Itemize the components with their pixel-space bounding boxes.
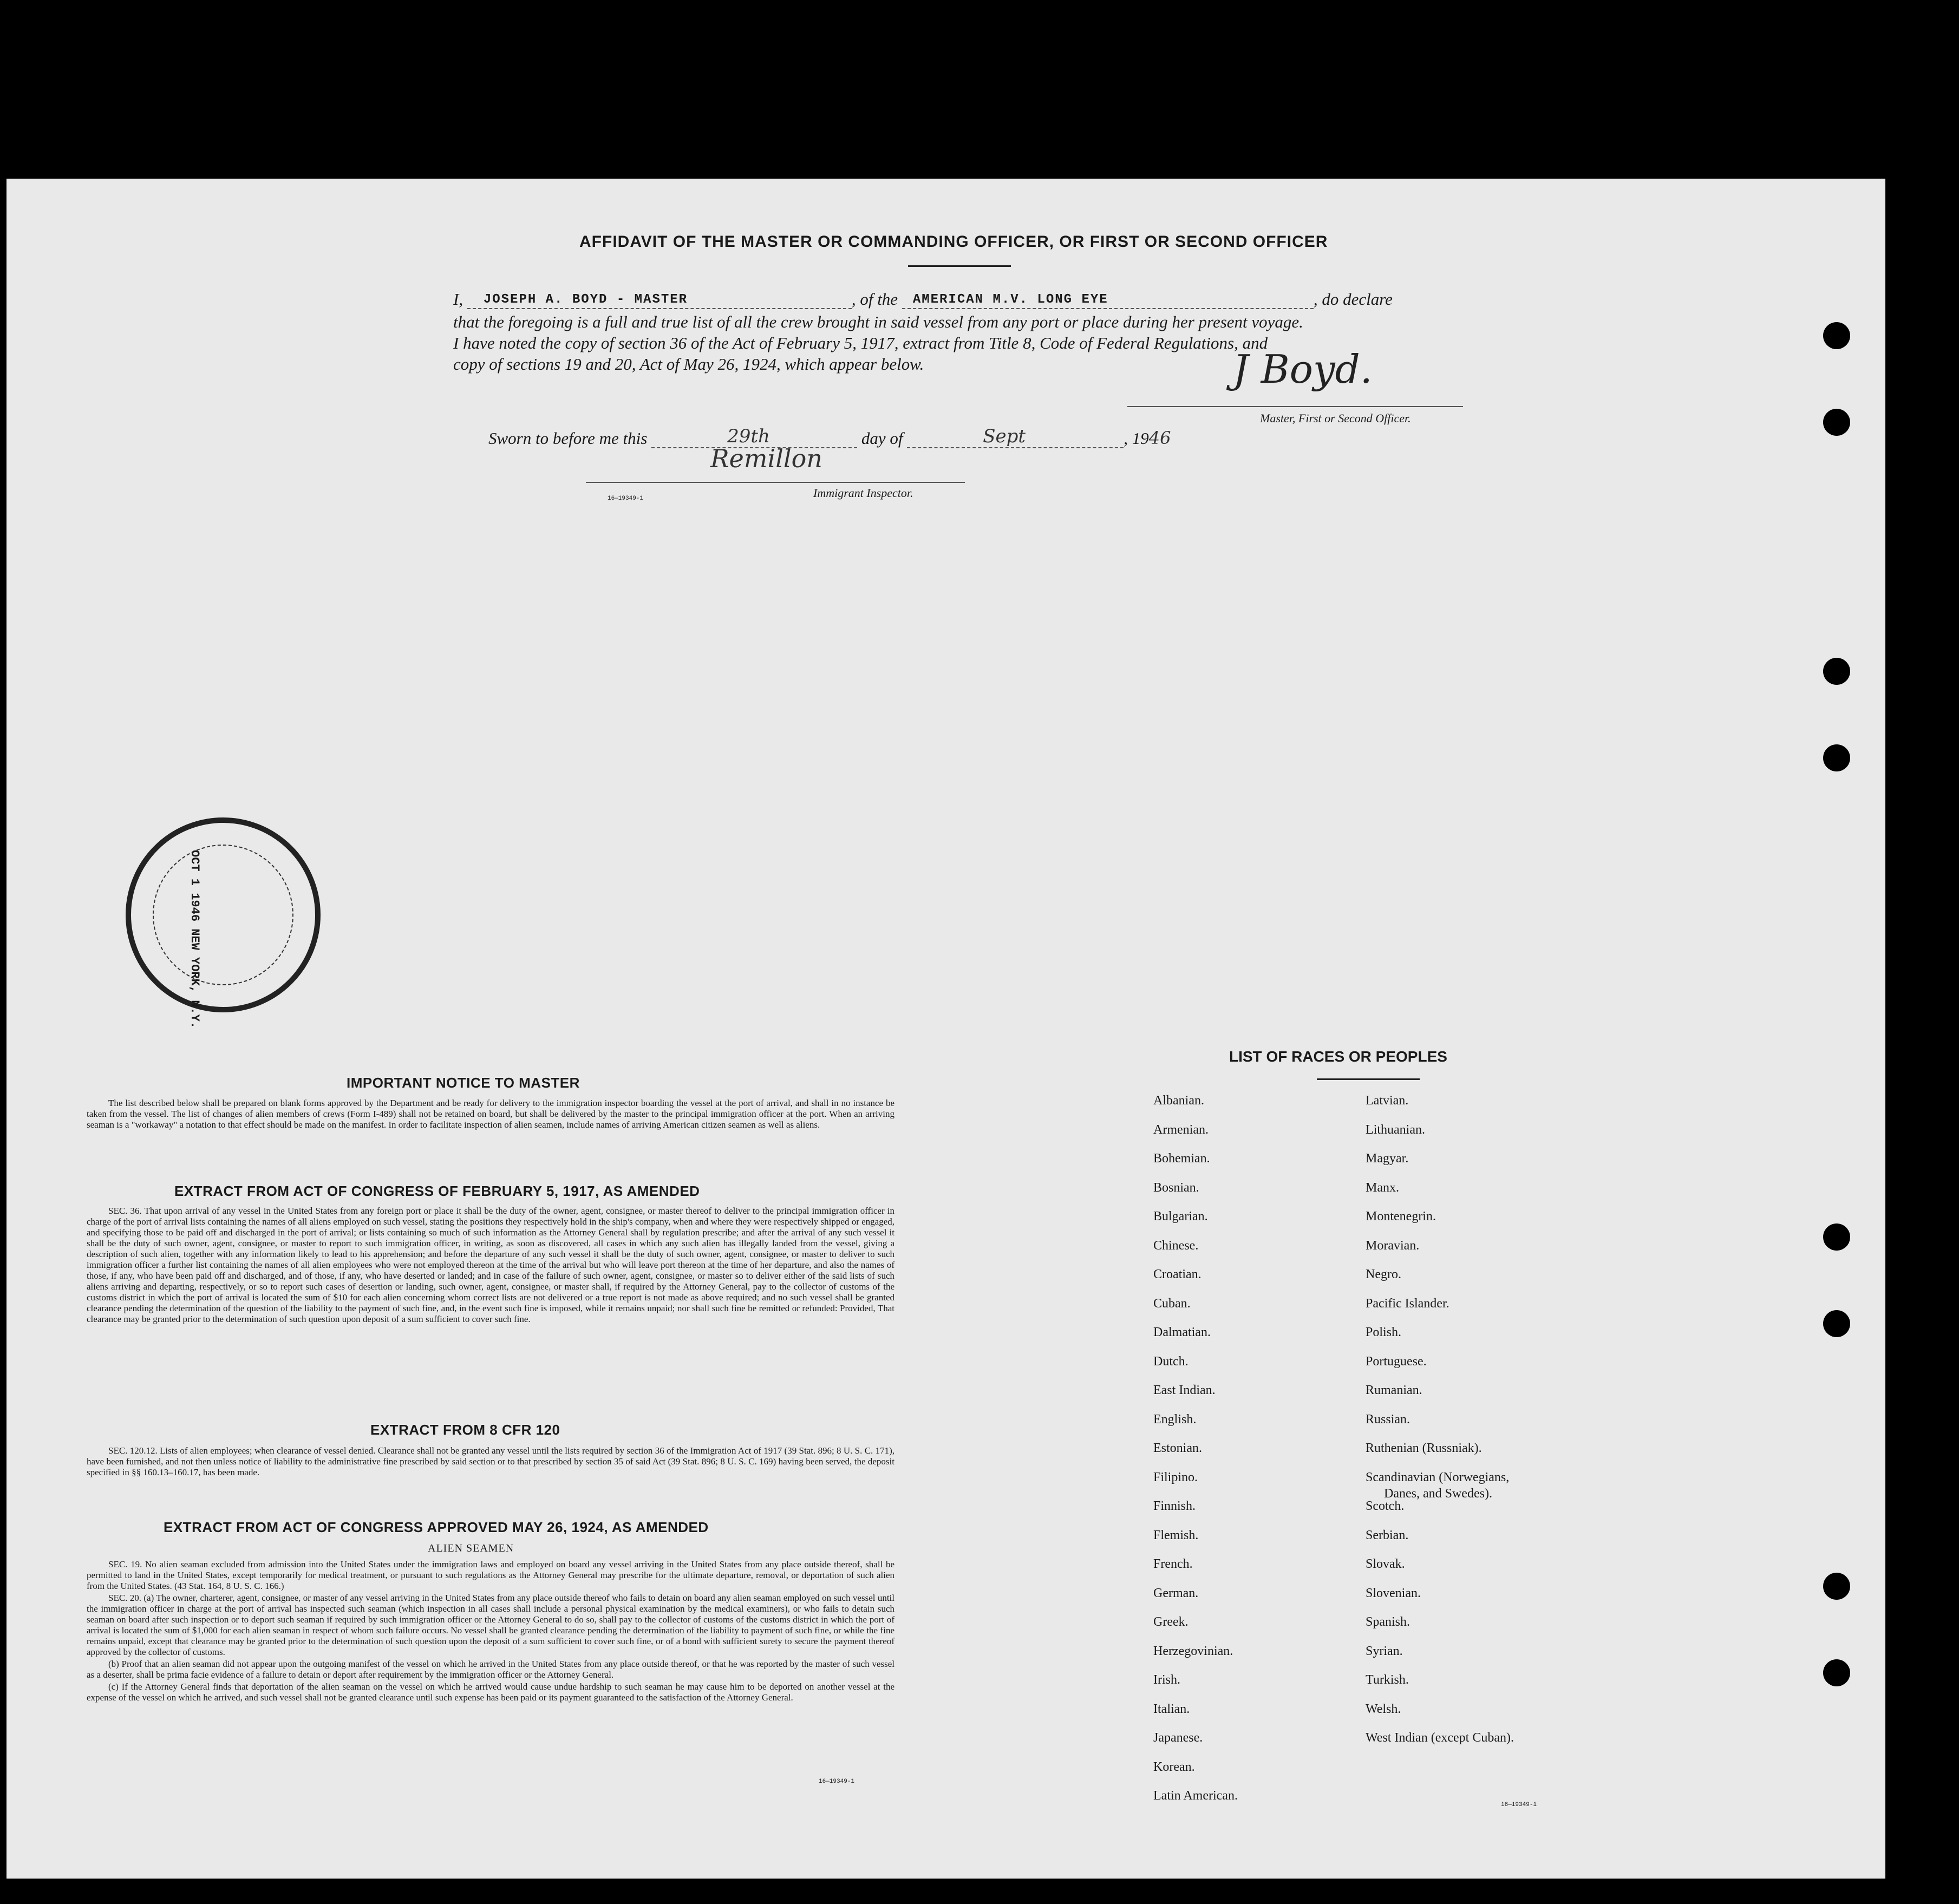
race-item: Rumanian. (1366, 1383, 1422, 1397)
sec-120-text: SEC. 120.12. Lists of alien employees; when clearance of vessel denied. Clearance shall not be granted any vessel until the lists required by section 36 of the Immigration Act of 1917 (39 Stat. 896; 8 U. S. C. 171), have been furnished, and not then unless notice of liability to the administrative fine prescribed by said section or to that prescribed by section 35 of said Act (39 Stat. 896; 8 U. S. C. 169) having been served, the deposit specified in §§ 160.13–160.17, has been made. (87, 1445, 894, 1477)
affidavit-line-2: that the foregoing is a full and true list of all the crew brought in said vessel from any port or place during her present voyage. (453, 312, 1303, 331)
document-page (6, 179, 1885, 1879)
form-number: 16—19349-1 (608, 495, 644, 502)
race-item: Greek. (1153, 1615, 1189, 1629)
extract-1924-title: EXTRACT FROM ACT OF CONGRESS APPROVED MAY 26, 1924, AS AMENDED (164, 1519, 709, 1535)
sworn-day: 29th (727, 426, 770, 447)
race-item: Turkish. (1366, 1673, 1409, 1687)
races-title-rule (1317, 1078, 1420, 1080)
punch-hole (1823, 409, 1850, 436)
notice-title: IMPORTANT NOTICE TO MASTER (347, 1075, 580, 1091)
race-item: Scotch. (1366, 1499, 1405, 1513)
punch-hole (1823, 744, 1850, 771)
sworn-year: 46 (1148, 428, 1171, 448)
notice-body (87, 1098, 894, 1131)
race-item: German. (1153, 1586, 1199, 1600)
punch-hole (1823, 1573, 1850, 1600)
race-item: Dalmatian. (1153, 1325, 1211, 1339)
signature-caption: Master, First or Second Officer. (1260, 411, 1411, 425)
race-item: Bosnian. (1153, 1180, 1199, 1195)
race-item: Magyar. (1366, 1151, 1409, 1166)
race-item: Bohemian. (1153, 1151, 1210, 1166)
race-item: English. (1153, 1412, 1197, 1427)
race-item: Korean. (1153, 1759, 1195, 1774)
sworn-day-of: day of (861, 429, 903, 448)
race-item: Latvian. (1366, 1094, 1409, 1108)
form-number-left: 16—19349-1 (819, 1778, 855, 1785)
race-item: Slovak. (1366, 1557, 1405, 1571)
inspector-caption: Immigrant Inspector. (813, 486, 913, 500)
punch-hole (1823, 1310, 1850, 1337)
sworn-year-prefix: , 19 (1124, 429, 1149, 448)
sec-20c-text: (c) If the Attorney General finds that deportation of the alien seaman on the vessel on which he arrived would cause undue hardship to such seaman he may cause him to be deported on another vessel at the expense of the vessel on which he arrived, and such vessel shall not be granted clearance until such expense has been paid or its payment guaranteed to the satisfaction of the Attorney General. (87, 1681, 894, 1703)
inspector-signature: Remillon (710, 444, 822, 473)
race-item: East Indian. (1153, 1383, 1216, 1397)
notice-text: The list described below shall be prepared on blank forms approved by the Department and be ready for delivery to the immigration inspector boarding the vessel at the port of arrival, and shall in no instance be taken from the vessel. The list of changes of alien members of crews (Form I-489) shall not be retained on board, but shall be delivered by the master to the principal immigration officer at the port. When an arriving seaman is a "workaway" a notation to that effect should be made on the manifest. In order to facilitate inspection of alien seamen, include names of arriving American citizen seamen as well as aliens. (87, 1098, 894, 1130)
race-item: Latin American. (1153, 1789, 1238, 1803)
vessel-name-field (902, 291, 1314, 309)
race-item: Ruthenian (Russniak). (1366, 1441, 1482, 1455)
race-item: Finnish. (1153, 1499, 1196, 1513)
extract-1924-body (87, 1559, 894, 1704)
punch-hole (1823, 1223, 1850, 1251)
stamp-date: OCT 1 1946 NEW YORK, N.Y. (188, 850, 201, 1029)
master-signature: J Boyd. (1233, 346, 1373, 392)
title-rule (908, 265, 1011, 267)
race-item: Moravian. (1366, 1238, 1420, 1253)
affidavit-line-1 (453, 290, 1393, 309)
race-item: Japanese. (1153, 1731, 1203, 1745)
race-item: Slovenian. (1366, 1586, 1421, 1600)
punch-hole (1823, 658, 1850, 685)
races-title: LIST OF RACES OR PEOPLES (1229, 1048, 1447, 1065)
master-name-field (467, 291, 852, 309)
affidavit-prefix: I, (453, 290, 463, 309)
sworn-month: Sept (983, 426, 1026, 447)
race-item: Bulgarian. (1153, 1209, 1208, 1223)
race-item: Filipino. (1153, 1470, 1198, 1484)
immigration-stamp (126, 817, 321, 1029)
race-item: West Indian (except Cuban). (1366, 1731, 1514, 1745)
affidavit-line-4: copy of sections 19 and 20, Act of May 26, 1924, which appear below. (453, 355, 924, 374)
stamp-inner-ring (153, 845, 293, 985)
race-item: Lithuanian. (1366, 1122, 1425, 1137)
vessel-name: AMERICAN M.V. LONG EYE (912, 292, 1108, 307)
race-item: Italian. (1153, 1702, 1190, 1716)
race-item: Estonian. (1153, 1441, 1202, 1455)
race-item: Montenegrin. (1366, 1209, 1436, 1223)
race-item: Flemish. (1153, 1528, 1199, 1542)
extract-cfr-title: EXTRACT FROM 8 CFR 120 (370, 1422, 560, 1438)
race-item: Portuguese. (1366, 1354, 1427, 1369)
race-item: Cuban. (1153, 1296, 1191, 1311)
sworn-line (488, 428, 1171, 448)
race-item: Armenian. (1153, 1122, 1209, 1137)
punch-hole (1823, 1659, 1850, 1686)
race-item: French. (1153, 1557, 1193, 1571)
extract-cfr-body (87, 1445, 894, 1479)
race-item: Scandinavian (Norwegians, (1366, 1470, 1510, 1484)
inspector-line (586, 482, 965, 483)
race-item: Welsh. (1366, 1702, 1401, 1716)
race-item: Manx. (1366, 1180, 1399, 1195)
race-item: Syrian. (1366, 1644, 1403, 1658)
race-item: Croatian. (1153, 1267, 1201, 1281)
affidavit-of-the: , of the (851, 290, 898, 309)
race-item: Danes, and Swedes). (1384, 1486, 1492, 1501)
race-item: Polish. (1366, 1325, 1402, 1339)
affidavit-title: AFFIDAVIT OF THE MASTER OR COMMANDING OFFICER, OR FIRST OR SECOND OFFICER (579, 233, 1328, 251)
master-name: JOSEPH A. BOYD - MASTER (483, 292, 688, 307)
form-number-right: 16—19349-1 (1501, 1802, 1537, 1808)
affidavit-declare: , do declare (1313, 290, 1393, 309)
race-item: Albanian. (1153, 1094, 1204, 1108)
race-item: Serbian. (1366, 1528, 1409, 1542)
affidavit-line-3: I have noted the copy of section 36 of the Act of February 5, 1917, extract from Title 8, Code of Federal Regulations, and (453, 333, 1268, 352)
alien-seamen-subtitle: ALIEN SEAMEN (428, 1542, 514, 1554)
punch-hole (1823, 322, 1850, 349)
sworn-month-field (907, 426, 1124, 448)
sec-19-text: SEC. 19. No alien seaman excluded from admission into the United States under the immigration laws and employed on board any vessel arriving in the United States from any place outside thereof, shall be permitted to land in the United States, except temporarily for medical treatment, or pursuant to such regulations as the Attorney General may prescribe for the ultimate departure, removal, or deportation of such alien from the United States. (43 Stat. 164, 8 U. S. C. 166.) (87, 1559, 894, 1591)
race-item: Russian. (1366, 1412, 1411, 1427)
race-item: Negro. (1366, 1267, 1401, 1281)
sec-36-text: SEC. 36. That upon arrival of any vessel in the United States from any foreign port or place it shall be the duty of the owner, agent, consignee, or master thereof to deliver to the principal immigration officer in charge of the port of arrival lists containing the names of all aliens employed on such vessel, stating the positions they respectively hold in the ship's company, when and where they were respectively shipped or engaged, and specifying those to be paid off and discharged in the port of arrival; or lists containing so much of such information as the Attorney General shall by regulation prescribe; and after the arrival of any such vessel it shall be the duty of such owner, agent, consignee, or master to report to such immigration officer, in writing, as soon as discovered, all cases in which any such alien has illegally landed from the vessel, giving a description of such alien, together with any information likely to lead to his apprehension; and before the departure of any such vessel it shall be the duty of such owner, agent, consignee, or master to deliver to such immigration officer a further list containing the names of all alien employees who were not employed thereon at the time of the arrival but who will leave port thereon at the time of her departure, and also the names of those, if any, who have been paid off and discharged, and of those, if any, who have deserted or landed; and in case of the failure of such owner, agent, consignee, or master so to deliver either of the said lists of such aliens arriving and departing, respectively, or so to report such cases of desertion or landing, such owner, agent, consignee, or master shall, if required by the Attorney General, pay to the collector of customs of the customs district in which the port of arrival is located the sum of $10 for each alien concerning whom correct lists are not delivered or a true report is not made as above required; and no such vessel shall be granted clearance pending the determination of the question of the liability to the payment of such fine, and, in the event such fine is imposed, while it remains unpaid; nor shall such fine be remitted or refunded: Provided, That clearance may be granted prior to the determination of such question upon deposit of a sum sufficient to cover such fine. (87, 1206, 894, 1324)
signature-line (1127, 406, 1463, 407)
race-item: Chinese. (1153, 1238, 1199, 1253)
race-item: Irish. (1153, 1673, 1180, 1687)
sec-20b-text: (b) Proof that an alien seaman did not appear upon the outgoing manifest of the vessel on which he arrived in the United States from any place outside thereof, or that he was reported by the master of such vessel as a deserter, shall be prima facie evidence of a failure to detain or deport after requirement by the immigration officer or the Attorney General. (87, 1659, 894, 1680)
race-item: Spanish. (1366, 1615, 1411, 1629)
race-item: Pacific Islander. (1366, 1296, 1449, 1311)
extract-1917-body (87, 1206, 894, 1326)
race-item: Herzegovinian. (1153, 1644, 1233, 1658)
race-item: Dutch. (1153, 1354, 1189, 1369)
sec-20a-text: SEC. 20. (a) The owner, charterer, agent, consignee, or master of any vessel arriving in the United States from any place outside thereof who fails to detain on board any alien seaman employed on such vessel until the immigration officer in charge at the port of arrival has inspected such seaman (which inspection in all cases shall include a personal physical examination by the medical examiners), or who fails to detain such seaman on board after such inspection or to deport such seaman if required by such immigration officer or the Attorney General to do so, shall pay to the collector of customs of the customs district in which the port of arrival is located the sum of $1,000 for each alien seaman in respect of whom such failure occurs. No vessel shall be granted clearance pending the determination of the liability to payment of such fine, or while the fine remains unpaid, except that clearance may be granted prior to the determination of such question upon the deposit of a sum sufficient to cover such fine, or of a bond with sufficient surety to secure the payment thereof approved by the collector of customs. (87, 1593, 894, 1657)
sworn-prefix: Sworn to before me this (488, 429, 648, 448)
extract-1917-title: EXTRACT FROM ACT OF CONGRESS OF FEBRUARY 5, 1917, AS AMENDED (174, 1183, 700, 1199)
